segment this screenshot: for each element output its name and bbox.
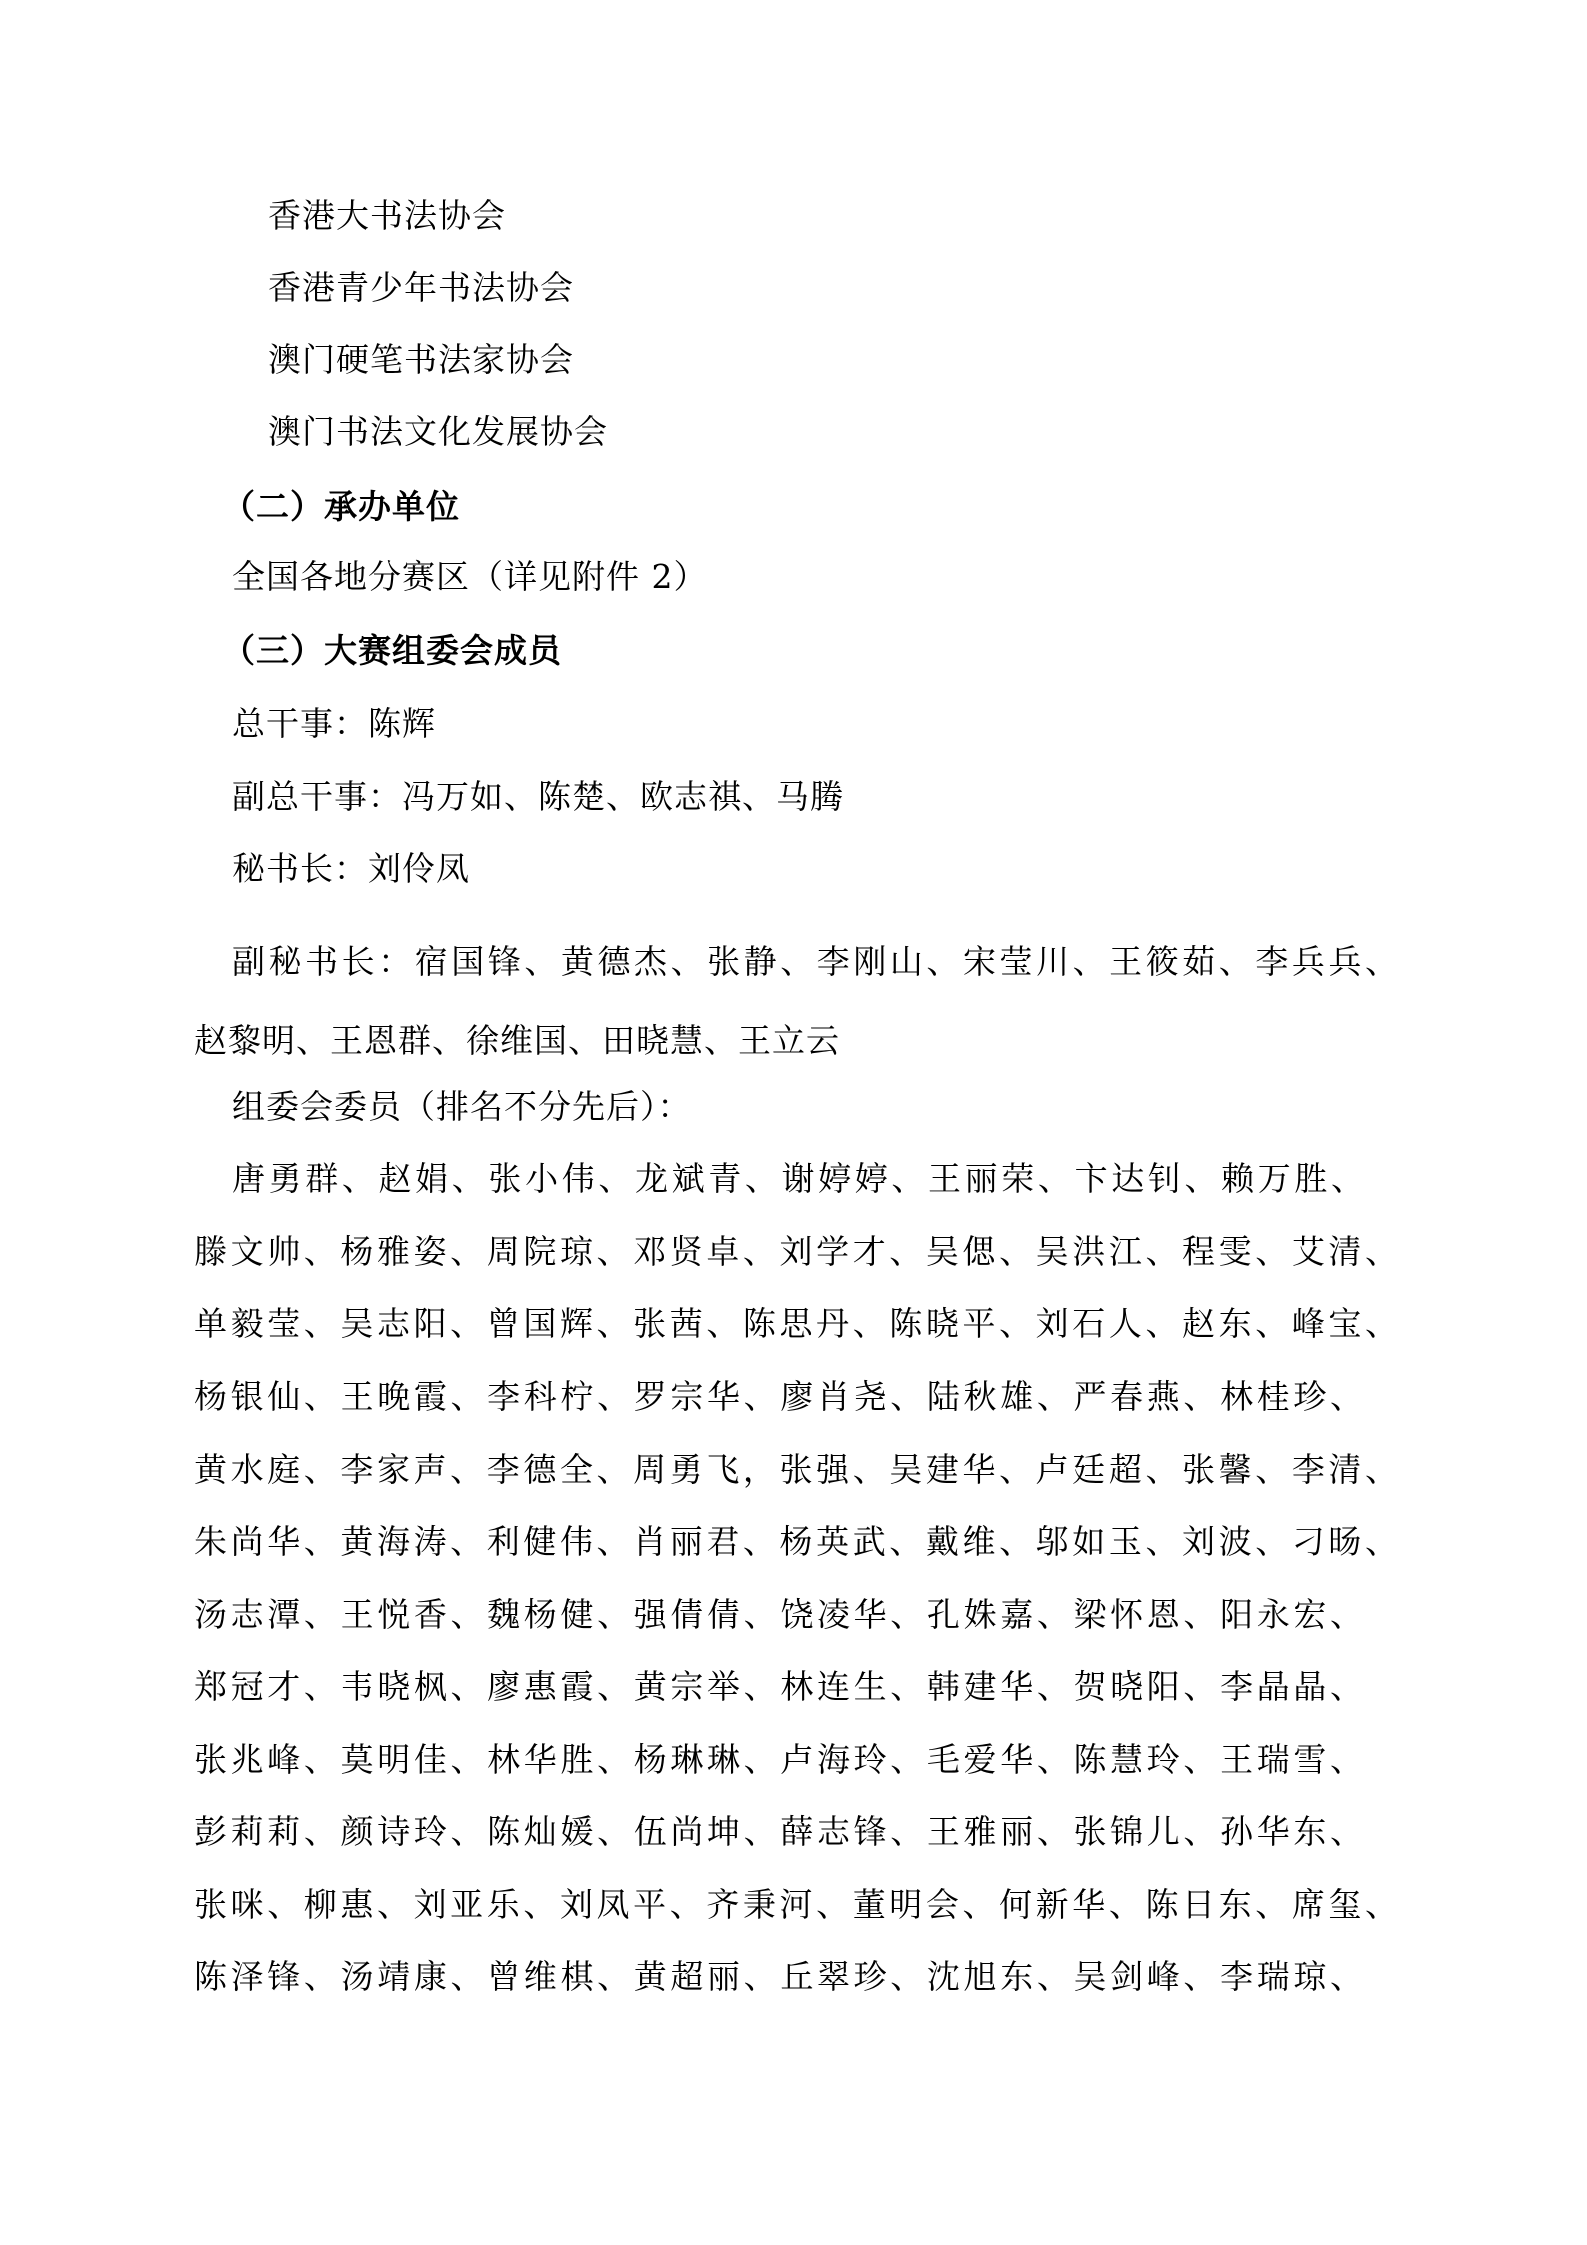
committee-row: 汤志潭、王悦香、魏杨健、强倩倩、饶凌华、孔姝嘉、梁怀恩、阳永宏、 — [194, 1595, 1364, 1634]
committee-row: 朱尚华、黄海涛、利健伟、肖丽君、杨英武、戴维、邬如玉、刘波、刁旸、 — [194, 1522, 1399, 1561]
organizer-hk-calligraphy-association: 香港大书法协会 — [268, 196, 506, 235]
organizer-hk-youth-calligraphy-association: 香港青少年书法协会 — [268, 268, 574, 307]
committee-row: 郑冠才、韦晓枫、廖惠霞、黄宗举、林连生、韩建华、贺晓阳、李晶晶、 — [194, 1667, 1364, 1706]
committee-row: 陈泽锋、汤靖康、曾维棋、黄超丽、丘翠珍、沈旭东、吴剑峰、李瑞琼、 — [194, 1957, 1364, 1996]
deputy-secretaries-line-2: 赵黎明、王恩群、徐维国、田晓慧、王立云 — [194, 1021, 840, 1060]
deputy-secretaries-line-1: 副秘书长：宿国锋、黄德杰、张静、李刚山、宋莹川、王筱茹、李兵兵、 — [232, 942, 1399, 981]
committee-row: 单毅莹、吴志阳、曾国辉、张茜、陈思丹、陈晓平、刘石人、赵东、峰宝、 — [194, 1304, 1399, 1343]
committee-row: 彭莉莉、颜诗玲、陈灿媛、伍尚坤、薛志锋、王雅丽、张锦儿、孙华东、 — [194, 1812, 1364, 1851]
secretary-general-line: 秘书长：刘伶凤 — [232, 849, 470, 888]
section-two-heading: （二）承办单位 — [222, 487, 460, 526]
organizer-macau-hard-pen-calligraphers-association: 澳门硬笔书法家协会 — [268, 340, 574, 379]
organizer-macau-calligraphy-culture-association: 澳门书法文化发展协会 — [268, 412, 608, 451]
committee-row: 杨银仙、王晚霞、李科柠、罗宗华、廖肖尧、陆秋雄、严春燕、林桂珍、 — [194, 1377, 1364, 1416]
committee-row: 黄水庭、李家声、李德全、周勇飞，张强、吴建华、卢廷超、张馨、李清、 — [194, 1450, 1399, 1489]
committee-row: 张兆峰、莫明佳、林华胜、杨琳琳、卢海玲、毛爱华、陈慧玲、王瑞雪、 — [194, 1740, 1364, 1779]
director-general-line: 总干事：陈辉 — [232, 704, 436, 743]
committee-row: 唐勇群、赵娟、张小伟、龙斌青、谢婷婷、王丽荣、卞达钊、赖万胜、 — [232, 1159, 1365, 1198]
committee-row: 滕文帅、杨雅姿、周院琼、邓贤卓、刘学才、吴偲、吴洪江、程雯、艾清、 — [194, 1232, 1399, 1271]
deputy-directors-line: 副总干事：冯万如、陈楚、欧志祺、马腾 — [232, 777, 844, 816]
section-three-heading: （三）大赛组委会成员 — [222, 631, 562, 670]
section-two-body: 全国各地分赛区（详见附件 2） — [232, 557, 708, 596]
committee-row: 张咪、柳惠、刘亚乐、刘凤平、齐秉河、董明会、何新华、陈日东、席玺、 — [194, 1885, 1399, 1924]
committee-members-label: 组委会委员（排名不分先后）： — [232, 1087, 692, 1126]
